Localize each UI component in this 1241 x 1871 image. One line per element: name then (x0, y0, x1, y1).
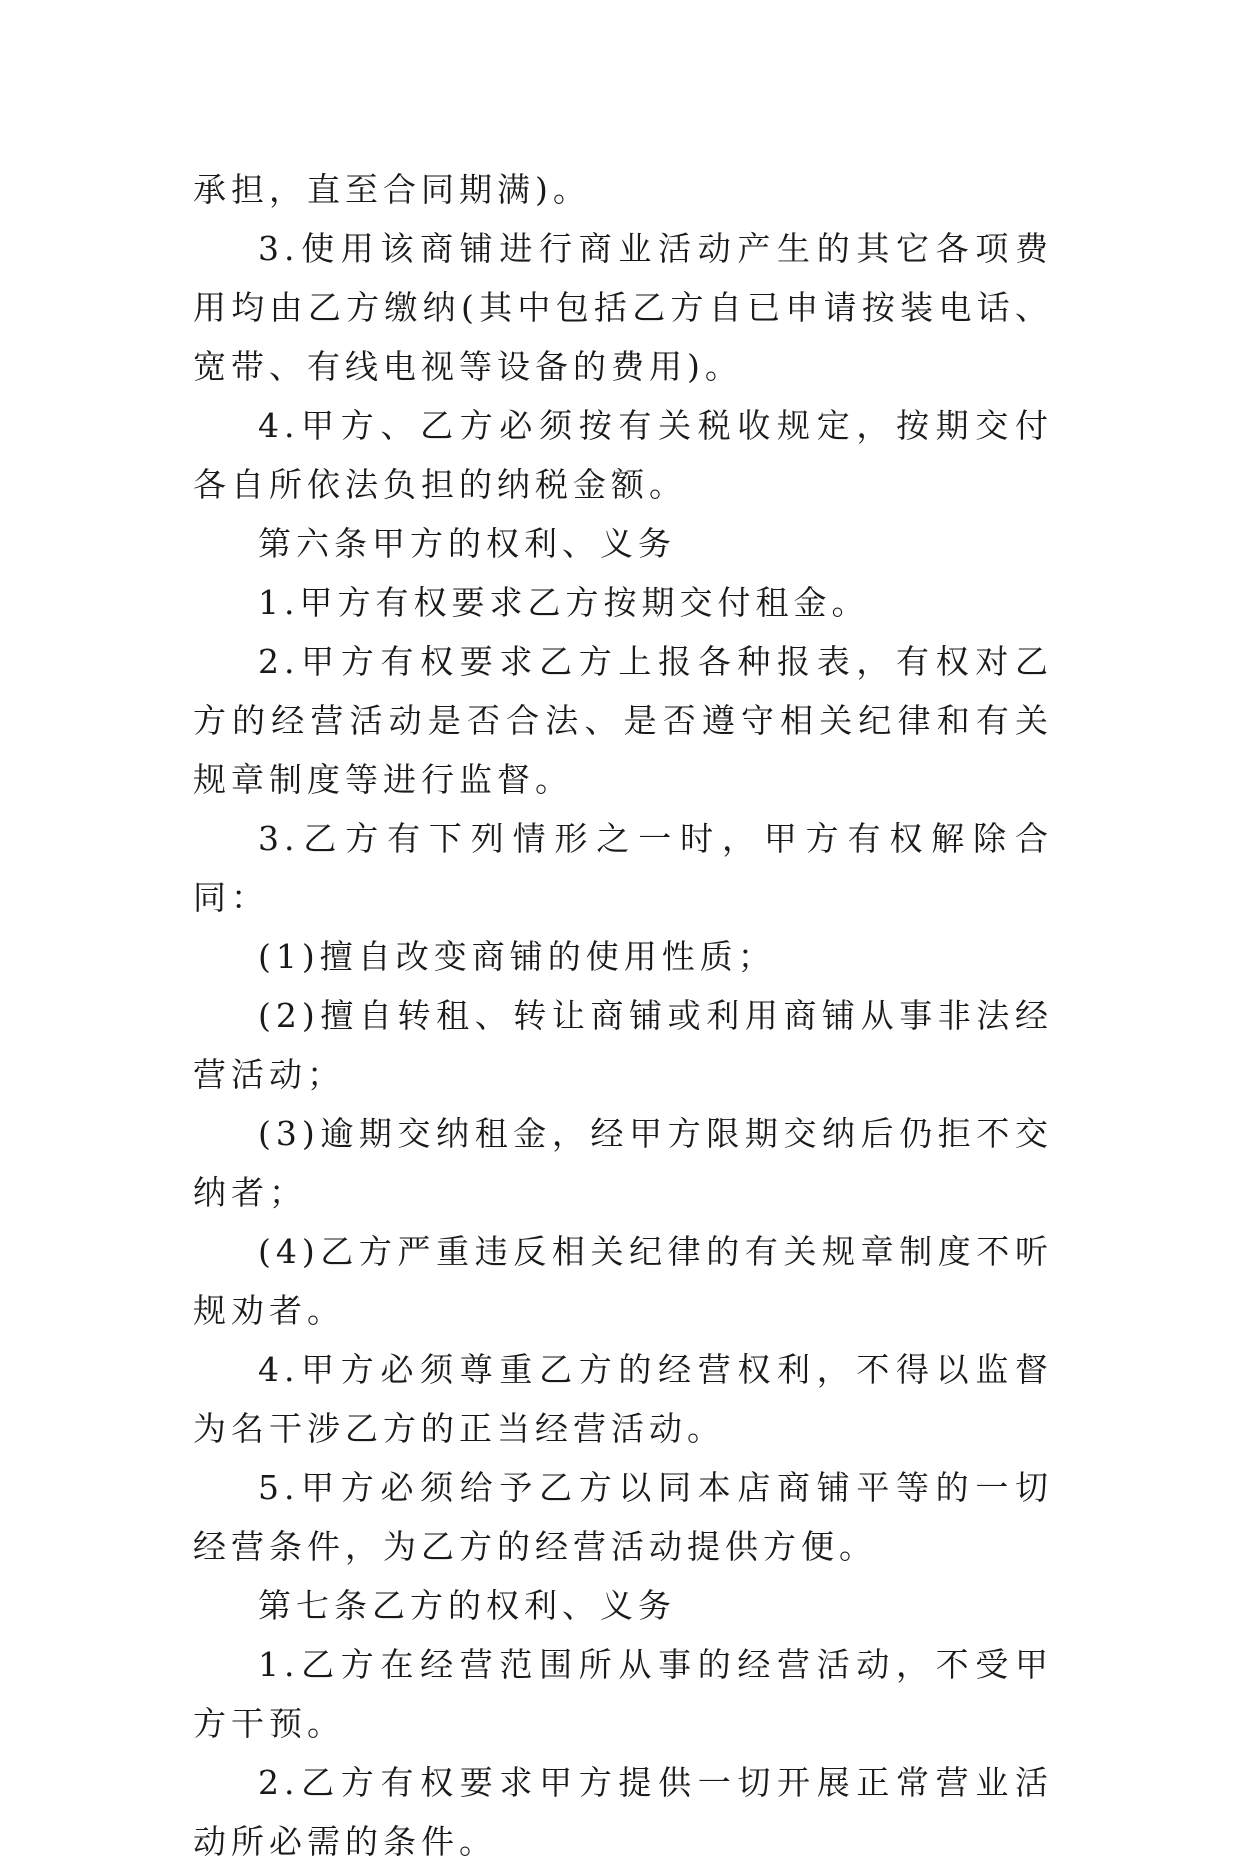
document-body (193, 160, 1053, 1871)
paragraph: 3.乙方有下列情形之一时，甲方有权解除合同： (193, 819, 1053, 917)
paragraph: 3.使用该商铺进行商业活动产生的其它各项费用均由乙方缴纳(其中包括乙方自已申请按装电话、宽带、有线电视等设备的费用)。 (193, 229, 1053, 386)
paragraph: 承担，直至合同期满)。 (193, 170, 591, 209)
paragraph: 2.甲方有权要求乙方上报各种报表，有权对乙方的经营活动是否合法、是否遵守相关纪律和有关规章制度等进行监督。 (193, 642, 1053, 799)
section-heading: 第七条乙方的权利、义务 (258, 1586, 676, 1625)
list-item: (2)擅自转租、转让商铺或利用商铺从事非法经营活动； (193, 996, 1053, 1094)
list-item: (1)擅自改变商铺的使用性质； (258, 937, 776, 976)
paragraph: 4.甲方、乙方必须按有关税收规定，按期交付各自所依法负担的纳税金额。 (193, 406, 1053, 504)
paragraph: 4.甲方必须尊重乙方的经营权利，不得以监督为名干涉乙方的正当经营活动。 (193, 1350, 1053, 1448)
paragraph: 5.甲方必须给予乙方以同本店商铺平等的一切经营条件，为乙方的经营活动提供方便。 (193, 1468, 1053, 1566)
section-heading: 第六条甲方的权利、义务 (258, 524, 676, 563)
list-item: (4)乙方严重违反相关纪律的有关规章制度不听规劝者。 (193, 1232, 1053, 1330)
paragraph: 1.甲方有权要求乙方按期交付租金。 (258, 583, 870, 622)
paragraph: 2.乙方有权要求甲方提供一切开展正常营业活动所必需的条件。 (193, 1763, 1053, 1861)
paragraph: 1.乙方在经营范围所从事的经营活动，不受甲方干预。 (193, 1645, 1053, 1743)
list-item: (3)逾期交纳租金，经甲方限期交纳后仍拒不交纳者； (193, 1114, 1053, 1212)
